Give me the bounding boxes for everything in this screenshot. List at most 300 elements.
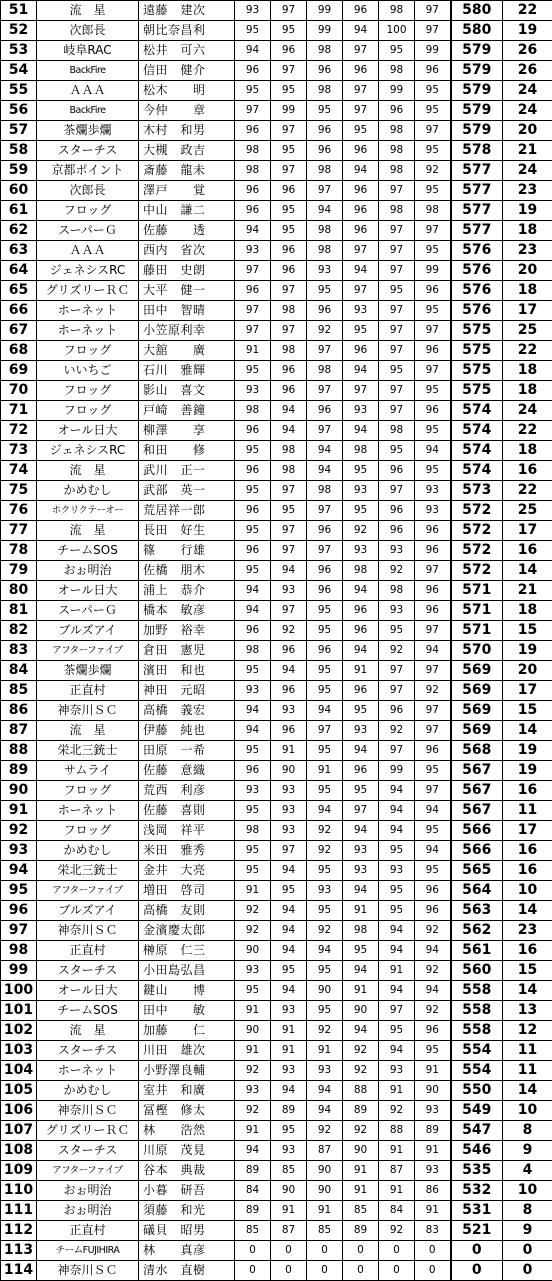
series4-cell: 94: [343, 741, 379, 761]
series5-cell: 95: [379, 281, 415, 301]
series4-cell: 97: [343, 381, 379, 401]
series2-cell: 95: [271, 881, 307, 901]
series1-cell: 96: [235, 421, 271, 441]
series6-cell: 93: [415, 501, 451, 521]
total-cell: 579: [451, 121, 503, 141]
series1-cell: 93: [235, 961, 271, 981]
series2-cell: 94: [271, 861, 307, 881]
series6-cell: 95: [415, 181, 451, 201]
series6-cell: 99: [415, 41, 451, 61]
series2-cell: 91: [271, 741, 307, 761]
series5-cell: 97: [379, 301, 415, 321]
series6-cell: 95: [415, 101, 451, 121]
rank-cell: 76: [1, 501, 37, 521]
shooter-name-cell: 大槻 政吉: [139, 141, 235, 161]
series5-cell: 95: [379, 901, 415, 921]
rank-cell: 56: [1, 101, 37, 121]
rank-cell: 68: [1, 341, 37, 361]
total-cell: 554: [451, 1061, 503, 1081]
result-row: [1, 941, 552, 961]
total-cell: 549: [451, 1101, 503, 1121]
series5-cell: 97: [379, 401, 415, 421]
shooter-name-cell: 浦上 恭介: [139, 581, 235, 601]
shooter-name-cell: 増田 啓司: [139, 881, 235, 901]
series2-cell: 95: [271, 961, 307, 981]
result-row: [1, 901, 552, 921]
series1-cell: 98: [235, 161, 271, 181]
result-row: [1, 641, 552, 661]
series3-cell: 98: [307, 361, 343, 381]
series5-cell: 96: [379, 101, 415, 121]
series2-cell: 0: [271, 1261, 307, 1281]
result-row: [1, 361, 552, 381]
team-cell: 茶爛歩爛: [37, 661, 139, 681]
series3-cell: 0: [307, 1261, 343, 1281]
series1-cell: 89: [235, 1161, 271, 1181]
total-cell: 566: [451, 841, 503, 861]
result-row: [1, 421, 552, 441]
series5-cell: 96: [379, 501, 415, 521]
result-row: [1, 981, 552, 1001]
series6-cell: 95: [415, 421, 451, 441]
series3-cell: 94: [307, 801, 343, 821]
result-row: [1, 1081, 552, 1101]
team-cell: かめむし: [37, 841, 139, 861]
series1-cell: 93: [235, 381, 271, 401]
series5-cell: 0: [379, 1241, 415, 1261]
series2-cell: 97: [271, 541, 307, 561]
rank-cell: 69: [1, 361, 37, 381]
series5-cell: 99: [379, 81, 415, 101]
total-cell: 579: [451, 41, 503, 61]
total-cell: 573: [451, 481, 503, 501]
series3-cell: 93: [307, 1061, 343, 1081]
series6-cell: 94: [415, 641, 451, 661]
result-row: [1, 401, 552, 421]
series1-cell: 95: [235, 801, 271, 821]
team-cell: 神奈川ＳＣ: [37, 701, 139, 721]
total-cell: 571: [451, 581, 503, 601]
team-cell: BackFire: [37, 61, 139, 81]
inner-x-cell: 0: [503, 1241, 552, 1261]
shooter-name-cell: 倉田 憲児: [139, 641, 235, 661]
result-row: [1, 961, 552, 981]
series1-cell: 95: [235, 661, 271, 681]
shooter-name-cell: 和田 修: [139, 441, 235, 461]
team-cell: スターチス: [37, 1141, 139, 1161]
inner-x-cell: 17: [503, 681, 552, 701]
inner-x-cell: 26: [503, 61, 552, 81]
series4-cell: 95: [343, 781, 379, 801]
series3-cell: 98: [307, 221, 343, 241]
series3-cell: 93: [307, 881, 343, 901]
team-cell: オール日大: [37, 421, 139, 441]
team-cell: 正直村: [37, 1221, 139, 1241]
series6-cell: 92: [415, 161, 451, 181]
series3-cell: 99: [307, 21, 343, 41]
team-cell: フロッグ: [37, 401, 139, 421]
result-row: [1, 1241, 552, 1261]
series4-cell: 91: [343, 1181, 379, 1201]
rank-cell: 58: [1, 141, 37, 161]
inner-x-cell: 16: [503, 861, 552, 881]
shooter-name-cell: 浅岡 祥平: [139, 821, 235, 841]
series6-cell: 93: [415, 481, 451, 501]
team-cell: アフターファイブ: [37, 1161, 139, 1181]
series2-cell: 93: [271, 1061, 307, 1081]
result-row: [1, 521, 552, 541]
series4-cell: 88: [343, 1081, 379, 1101]
series3-cell: 95: [307, 281, 343, 301]
rank-cell: 83: [1, 641, 37, 661]
inner-x-cell: 22: [503, 421, 552, 441]
series2-cell: 98: [271, 341, 307, 361]
series4-cell: 96: [343, 681, 379, 701]
series4-cell: 98: [343, 921, 379, 941]
series4-cell: 92: [343, 521, 379, 541]
series3-cell: 95: [307, 781, 343, 801]
series4-cell: 96: [343, 601, 379, 621]
series6-cell: 95: [415, 861, 451, 881]
series3-cell: 97: [307, 501, 343, 521]
result-row: [1, 621, 552, 641]
series5-cell: 93: [379, 541, 415, 561]
team-cell: 流 星: [37, 721, 139, 741]
rank-cell: 74: [1, 461, 37, 481]
result-row: [1, 21, 552, 41]
series5-cell: 92: [379, 1101, 415, 1121]
rank-cell: 62: [1, 221, 37, 241]
inner-x-cell: 9: [503, 1141, 552, 1161]
series1-cell: 98: [235, 821, 271, 841]
series2-cell: 98: [271, 441, 307, 461]
series4-cell: 97: [343, 81, 379, 101]
result-row: [1, 181, 552, 201]
series2-cell: 97: [271, 481, 307, 501]
rank-cell: 73: [1, 441, 37, 461]
series3-cell: 92: [307, 1021, 343, 1041]
rank-cell: 60: [1, 181, 37, 201]
rank-cell: 57: [1, 121, 37, 141]
rank-cell: 98: [1, 941, 37, 961]
series2-cell: 87: [271, 1221, 307, 1241]
series5-cell: 94: [379, 1041, 415, 1061]
series6-cell: 97: [415, 561, 451, 581]
series3-cell: 99: [307, 1, 343, 21]
series2-cell: 96: [271, 181, 307, 201]
total-cell: 0: [451, 1261, 503, 1281]
total-cell: 577: [451, 201, 503, 221]
series4-cell: 90: [343, 1001, 379, 1021]
result-row: [1, 841, 552, 861]
result-row: [1, 561, 552, 581]
series1-cell: 84: [235, 1181, 271, 1201]
series3-cell: 97: [307, 381, 343, 401]
series1-cell: 92: [235, 921, 271, 941]
series1-cell: 92: [235, 1061, 271, 1081]
total-cell: 576: [451, 301, 503, 321]
series1-cell: 93: [235, 1081, 271, 1101]
series2-cell: 95: [271, 501, 307, 521]
shooter-name-cell: 武川 正一: [139, 461, 235, 481]
rank-cell: 111: [1, 1201, 37, 1221]
series6-cell: 96: [415, 741, 451, 761]
series3-cell: 98: [307, 481, 343, 501]
rank-cell: 93: [1, 841, 37, 861]
total-cell: 576: [451, 261, 503, 281]
series4-cell: 91: [343, 1161, 379, 1181]
series3-cell: 94: [307, 461, 343, 481]
result-row: [1, 341, 552, 361]
inner-x-cell: 16: [503, 541, 552, 561]
inner-x-cell: 8: [503, 1201, 552, 1221]
total-cell: 532: [451, 1181, 503, 1201]
team-cell: ブルズアイ: [37, 621, 139, 641]
series3-cell: 98: [307, 241, 343, 261]
rank-cell: 71: [1, 401, 37, 421]
team-cell: おぉ明治: [37, 1181, 139, 1201]
series3-cell: 90: [307, 1181, 343, 1201]
series5-cell: 97: [379, 341, 415, 361]
series5-cell: 97: [379, 681, 415, 701]
series4-cell: 93: [343, 401, 379, 421]
series4-cell: 91: [343, 901, 379, 921]
total-cell: 567: [451, 801, 503, 821]
shooter-name-cell: 大舘 廣: [139, 341, 235, 361]
series1-cell: 91: [235, 1041, 271, 1061]
series3-cell: 92: [307, 1121, 343, 1141]
series5-cell: 95: [379, 361, 415, 381]
team-cell: フロッグ: [37, 821, 139, 841]
shooter-name-cell: 荒居祥一郎: [139, 501, 235, 521]
inner-x-cell: 14: [503, 901, 552, 921]
rank-cell: 67: [1, 321, 37, 341]
series3-cell: 96: [307, 121, 343, 141]
total-cell: 535: [451, 1161, 503, 1181]
shooter-name-cell: 神田 元昭: [139, 681, 235, 701]
rank-cell: 104: [1, 1061, 37, 1081]
shooter-name-cell: 松井 可六: [139, 41, 235, 61]
rank-cell: 90: [1, 781, 37, 801]
team-cell: アフターファイブ: [37, 881, 139, 901]
team-cell: かめむし: [37, 1081, 139, 1101]
inner-x-cell: 19: [503, 741, 552, 761]
team-cell: 茶爛歩爛: [37, 121, 139, 141]
series5-cell: 87: [379, 1161, 415, 1181]
shooter-name-cell: 荒西 利彦: [139, 781, 235, 801]
team-cell: チームSOS: [37, 1001, 139, 1021]
series4-cell: 95: [343, 121, 379, 141]
result-row: [1, 461, 552, 481]
series3-cell: 90: [307, 1161, 343, 1181]
total-cell: 547: [451, 1121, 503, 1141]
shooter-name-cell: 大平 健一: [139, 281, 235, 301]
inner-x-cell: 21: [503, 581, 552, 601]
series6-cell: 97: [415, 721, 451, 741]
rank-cell: 101: [1, 1001, 37, 1021]
result-row: [1, 721, 552, 741]
rank-cell: 79: [1, 561, 37, 581]
shooter-name-cell: 濱田 和也: [139, 661, 235, 681]
team-cell: フロッグ: [37, 381, 139, 401]
inner-x-cell: 20: [503, 121, 552, 141]
series6-cell: 91: [415, 1141, 451, 1161]
series5-cell: 94: [379, 821, 415, 841]
series4-cell: 95: [343, 321, 379, 341]
series4-cell: 94: [343, 261, 379, 281]
inner-x-cell: 19: [503, 641, 552, 661]
series3-cell: 96: [307, 141, 343, 161]
inner-x-cell: 18: [503, 281, 552, 301]
team-cell: サムライ: [37, 761, 139, 781]
rank-cell: 86: [1, 701, 37, 721]
shooter-name-cell: 小田島弘昌: [139, 961, 235, 981]
shooter-name-cell: 影山 喜文: [139, 381, 235, 401]
series2-cell: 93: [271, 821, 307, 841]
shooter-name-cell: 林 真彦: [139, 1241, 235, 1261]
rank-cell: 109: [1, 1161, 37, 1181]
shooter-name-cell: 佐藤 意織: [139, 761, 235, 781]
rank-cell: 89: [1, 761, 37, 781]
inner-x-cell: 4: [503, 1161, 552, 1181]
series4-cell: 95: [343, 501, 379, 521]
team-cell: チームFUJIHIRA: [37, 1241, 139, 1261]
shooter-name-cell: 礒貝 昭男: [139, 1221, 235, 1241]
series3-cell: 96: [307, 521, 343, 541]
series2-cell: 91: [271, 1021, 307, 1041]
team-cell: ホクリクテーオー: [37, 501, 139, 521]
series2-cell: 97: [271, 321, 307, 341]
series5-cell: 98: [379, 201, 415, 221]
shooter-name-cell: 佐藤 透: [139, 221, 235, 241]
series1-cell: 92: [235, 901, 271, 921]
result-row: [1, 1181, 552, 1201]
series3-cell: 95: [307, 101, 343, 121]
team-cell: オール日大: [37, 981, 139, 1001]
series3-cell: 96: [307, 581, 343, 601]
rank-cell: 54: [1, 61, 37, 81]
total-cell: 574: [451, 461, 503, 481]
rank-cell: 51: [1, 1, 37, 21]
shooter-name-cell: 加藤 仁: [139, 1021, 235, 1041]
total-cell: 558: [451, 1001, 503, 1021]
rank-cell: 107: [1, 1121, 37, 1141]
total-cell: 562: [451, 921, 503, 941]
series2-cell: 97: [271, 601, 307, 621]
team-cell: オール日大: [37, 581, 139, 601]
team-cell: 流 星: [37, 1, 139, 21]
series4-cell: 93: [343, 841, 379, 861]
series1-cell: 85: [235, 1221, 271, 1241]
series5-cell: 94: [379, 801, 415, 821]
rank-cell: 92: [1, 821, 37, 841]
shooter-name-cell: 鍵山 博: [139, 981, 235, 1001]
series4-cell: 95: [343, 701, 379, 721]
team-cell: スターチス: [37, 1041, 139, 1061]
shooter-name-cell: 木村 和男: [139, 121, 235, 141]
result-row: [1, 121, 552, 141]
result-row: [1, 141, 552, 161]
inner-x-cell: 16: [503, 841, 552, 861]
result-row: [1, 781, 552, 801]
series5-cell: 95: [379, 441, 415, 461]
series1-cell: 89: [235, 1201, 271, 1221]
series6-cell: 99: [415, 261, 451, 281]
series3-cell: 87: [307, 1141, 343, 1161]
result-row: [1, 1161, 552, 1181]
series5-cell: 98: [379, 1, 415, 21]
team-cell: ホーネット: [37, 801, 139, 821]
series1-cell: 96: [235, 761, 271, 781]
result-row: [1, 321, 552, 341]
team-cell: スターチス: [37, 141, 139, 161]
total-cell: 550: [451, 1081, 503, 1101]
team-cell: フロッグ: [37, 341, 139, 361]
series4-cell: 96: [343, 761, 379, 781]
shooter-name-cell: 澤戸 覚: [139, 181, 235, 201]
result-row: [1, 241, 552, 261]
rank-cell: 85: [1, 681, 37, 701]
result-row: [1, 1261, 552, 1281]
shooter-name-cell: 高橋 義宏: [139, 701, 235, 721]
series4-cell: 96: [343, 1, 379, 21]
shooter-name-cell: 伊藤 純也: [139, 721, 235, 741]
series4-cell: 95: [343, 941, 379, 961]
rank-cell: 96: [1, 901, 37, 921]
total-cell: 577: [451, 181, 503, 201]
result-row: [1, 441, 552, 461]
team-cell: スーパーＧ: [37, 221, 139, 241]
inner-x-cell: 20: [503, 661, 552, 681]
series3-cell: 95: [307, 681, 343, 701]
series3-cell: 97: [307, 421, 343, 441]
series1-cell: 90: [235, 941, 271, 961]
series6-cell: 96: [415, 1021, 451, 1041]
series1-cell: 94: [235, 581, 271, 601]
series1-cell: 95: [235, 361, 271, 381]
inner-x-cell: 16: [503, 941, 552, 961]
shooter-name-cell: 朝比奈昌利: [139, 21, 235, 41]
series1-cell: 91: [235, 1001, 271, 1021]
series3-cell: 98: [307, 161, 343, 181]
series6-cell: 95: [415, 1041, 451, 1061]
series4-cell: 92: [343, 1061, 379, 1081]
series1-cell: 95: [235, 21, 271, 41]
shooter-name-cell: 信田 健介: [139, 61, 235, 81]
series1-cell: 95: [235, 561, 271, 581]
series2-cell: 89: [271, 1101, 307, 1121]
inner-x-cell: 22: [503, 341, 552, 361]
series2-cell: 94: [271, 561, 307, 581]
result-row: [1, 81, 552, 101]
shooter-name-cell: 篠 行雄: [139, 541, 235, 561]
series5-cell: 95: [379, 841, 415, 861]
rank-cell: 97: [1, 921, 37, 941]
series6-cell: 96: [415, 401, 451, 421]
rank-cell: 63: [1, 241, 37, 261]
team-cell: 流 星: [37, 521, 139, 541]
series5-cell: 97: [379, 261, 415, 281]
shooter-name-cell: 田原 一希: [139, 741, 235, 761]
series3-cell: 96: [307, 401, 343, 421]
total-cell: 578: [451, 141, 503, 161]
rank-cell: 52: [1, 21, 37, 41]
series4-cell: 91: [343, 661, 379, 681]
series2-cell: 96: [271, 361, 307, 381]
series4-cell: 97: [343, 241, 379, 261]
series6-cell: 96: [415, 61, 451, 81]
series2-cell: 94: [271, 901, 307, 921]
